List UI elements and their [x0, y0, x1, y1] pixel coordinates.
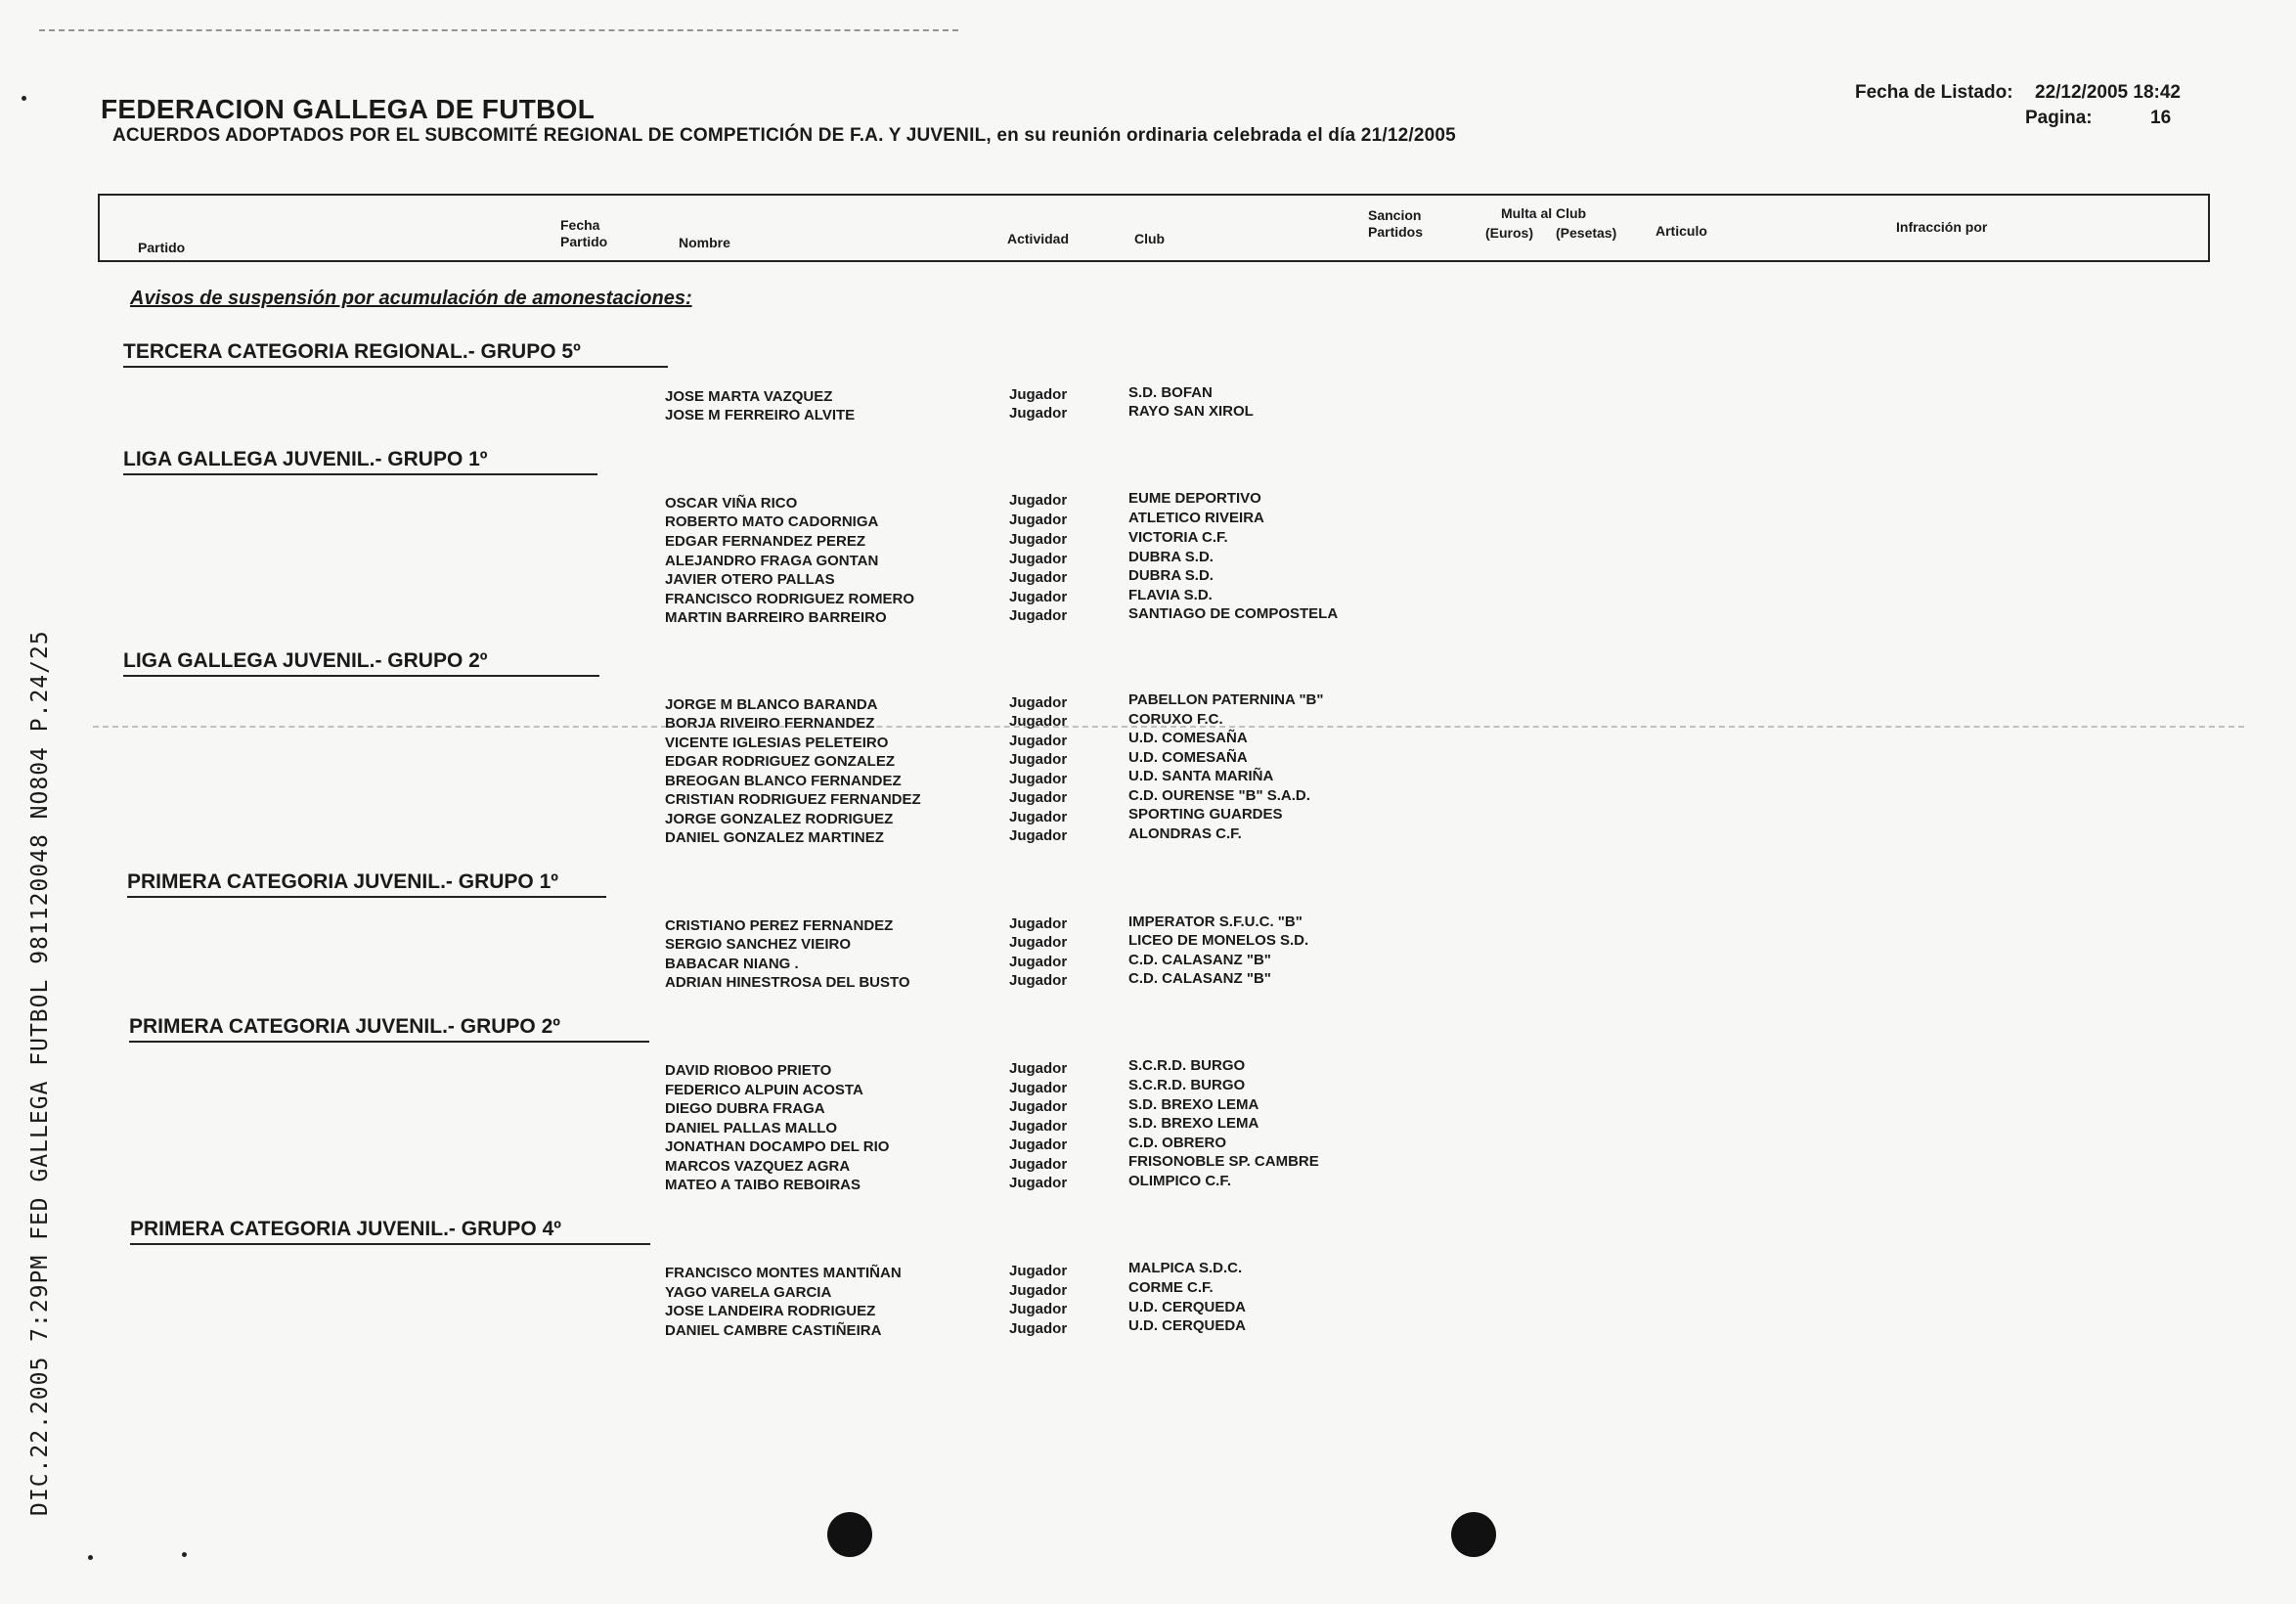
- player-club: S.C.R.D. BURGO: [1128, 1057, 1246, 1074]
- player-club: EUME DEPORTIVO: [1128, 490, 1261, 507]
- player-club: S.C.R.D. BURGO: [1128, 1077, 1246, 1093]
- section-title: PRIMERA CATEGORIA JUVENIL.- GRUPO 4º: [130, 1218, 650, 1245]
- player-name: BREOGAN BLANCO FERNANDEZ: [665, 773, 902, 789]
- section-title: LIGA GALLEGA JUVENIL.- GRUPO 1º: [123, 448, 597, 475]
- player-club: CORME C.F.: [1128, 1279, 1214, 1296]
- punch-hole: [827, 1512, 872, 1557]
- player-name: JORGE GONZALEZ RODRIGUEZ: [665, 811, 894, 827]
- col-fecha-partido: Fecha Partido: [560, 217, 608, 249]
- player-name: FRANCISCO RODRIGUEZ ROMERO: [665, 591, 914, 607]
- document-subtitle: ACUERDOS ADOPTADOS POR EL SUBCOMITÉ REGIONAL DE COMPETICIÓN DE F.A. Y JUVENIL, en su reunión ordinaria celebrada el día 21/12/2005: [112, 125, 1456, 146]
- player-activity: Jugador: [1009, 1098, 1068, 1115]
- player-club: IMPERATOR S.F.U.C. "B": [1128, 913, 1303, 930]
- fecha-listado-value: 22/12/2005 18:42: [2035, 82, 2181, 103]
- player-name: BABACAR NIANG .: [665, 956, 799, 972]
- player-activity: Jugador: [1009, 1156, 1068, 1173]
- player-club: C.D. OBRERO: [1128, 1135, 1227, 1151]
- player-activity: Jugador: [1009, 1320, 1068, 1337]
- col-sancion-partidos: Sancion Partidos: [1368, 207, 1424, 240]
- col-infraccion: Infracción por: [1896, 219, 1988, 235]
- player-activity: Jugador: [1009, 827, 1068, 844]
- player-club: CORUXO F.C.: [1128, 711, 1223, 728]
- player-name: YAGO VARELA GARCIA: [665, 1284, 832, 1301]
- player-club: SANTIAGO DE COMPOSTELA: [1128, 605, 1339, 622]
- player-name: SERGIO SANCHEZ VIEIRO: [665, 936, 852, 953]
- player-name: MARTIN BARREIRO BARREIRO: [665, 609, 887, 626]
- section-title: TERCERA CATEGORIA REGIONAL.- GRUPO 5º: [123, 340, 668, 368]
- player-club: FLAVIA S.D.: [1128, 587, 1213, 603]
- player-club: C.D. CALASANZ "B": [1128, 952, 1271, 968]
- col-euros: (Euros): [1485, 225, 1533, 241]
- player-activity: Jugador: [1009, 954, 1068, 970]
- player-club: S.D. BREXO LEMA: [1128, 1115, 1259, 1132]
- column-header-box: [98, 194, 2210, 262]
- player-name: JORGE M BLANCO BARANDA: [665, 696, 878, 713]
- player-name: ROBERTO MATO CADORNIGA: [665, 513, 879, 530]
- scan-speck: [22, 96, 26, 101]
- player-name: DANIEL GONZALEZ MARTINEZ: [665, 829, 884, 846]
- col-partido: Partido: [138, 240, 186, 255]
- player-name: JAVIER OTERO PALLAS: [665, 571, 835, 588]
- player-name: DANIEL CAMBRE CASTIÑEIRA: [665, 1322, 882, 1339]
- player-activity: Jugador: [1009, 972, 1068, 989]
- player-club: U.D. COMESAÑA: [1128, 730, 1248, 746]
- player-activity: Jugador: [1009, 1118, 1068, 1135]
- player-club: ALONDRAS C.F.: [1128, 825, 1242, 842]
- player-activity: Jugador: [1009, 531, 1068, 548]
- fecha-listado-label: Fecha de Listado:: [1855, 82, 2013, 103]
- player-name: DIEGO DUBRA FRAGA: [665, 1100, 825, 1117]
- player-name: MARCOS VAZQUEZ AGRA: [665, 1158, 851, 1175]
- player-name: JOSE MARTA VAZQUEZ: [665, 388, 833, 405]
- col-nombre: Nombre: [679, 235, 730, 250]
- player-activity: Jugador: [1009, 405, 1068, 422]
- player-activity: Jugador: [1009, 589, 1068, 605]
- player-club: U.D. SANTA MARIÑA: [1128, 768, 1274, 784]
- player-club: OLIMPICO C.F.: [1128, 1173, 1231, 1189]
- punch-hole: [1451, 1512, 1496, 1557]
- org-title: FEDERACION GALLEGA DE FUTBOL: [101, 94, 596, 124]
- col-actividad: Actividad: [1007, 231, 1070, 246]
- player-name: JOSE LANDEIRA RODRIGUEZ: [665, 1303, 876, 1319]
- player-activity: Jugador: [1009, 607, 1068, 624]
- col-pesetas: (Pesetas): [1556, 225, 1617, 241]
- player-club: RAYO SAN XIROL: [1128, 403, 1254, 420]
- player-name: VICENTE IGLESIAS PELETEIRO: [665, 735, 889, 751]
- player-activity: Jugador: [1009, 694, 1068, 711]
- section-title: PRIMERA CATEGORIA JUVENIL.- GRUPO 2º: [129, 1015, 649, 1043]
- player-club: MALPICA S.D.C.: [1128, 1260, 1243, 1276]
- player-activity: Jugador: [1009, 915, 1068, 932]
- player-club: FRISONOBLE SP. CAMBRE: [1128, 1153, 1319, 1170]
- player-club: U.D. CERQUEDA: [1128, 1317, 1247, 1334]
- player-activity: Jugador: [1009, 1301, 1068, 1317]
- player-club: VICTORIA C.F.: [1128, 529, 1228, 546]
- player-activity: Jugador: [1009, 713, 1068, 730]
- player-name: CRISTIAN RODRIGUEZ FERNANDEZ: [665, 791, 921, 808]
- player-activity: Jugador: [1009, 771, 1068, 787]
- player-club: SPORTING GUARDES: [1128, 806, 1283, 823]
- player-activity: Jugador: [1009, 751, 1068, 768]
- player-club: U.D. CERQUEDA: [1128, 1299, 1247, 1315]
- player-club: ATLETICO RIVEIRA: [1128, 510, 1264, 526]
- suspension-notice-heading: Avisos de suspensión por acumulación de amonestaciones:: [130, 288, 692, 309]
- player-activity: Jugador: [1009, 512, 1068, 528]
- player-name: BORJA RIVEIRO FERNANDEZ: [665, 715, 875, 732]
- player-activity: Jugador: [1009, 1136, 1068, 1153]
- section-title: PRIMERA CATEGORIA JUVENIL.- GRUPO 1º: [127, 870, 606, 898]
- player-activity: Jugador: [1009, 934, 1068, 951]
- player-activity: Jugador: [1009, 789, 1068, 806]
- pagina-value: 16: [2150, 108, 2172, 128]
- player-activity: Jugador: [1009, 1080, 1068, 1096]
- player-name: DAVID RIOBOO PRIETO: [665, 1062, 832, 1079]
- player-activity: Jugador: [1009, 386, 1068, 403]
- player-name: JONATHAN DOCAMPO DEL RIO: [665, 1138, 890, 1155]
- player-club: DUBRA S.D.: [1128, 567, 1214, 584]
- scan-speck: [182, 1552, 187, 1557]
- player-club: S.D. BOFAN: [1128, 384, 1213, 401]
- player-activity: Jugador: [1009, 1282, 1068, 1299]
- player-name: OSCAR VIÑA RICO: [665, 495, 798, 512]
- player-activity: Jugador: [1009, 733, 1068, 749]
- player-club: LICEO DE MONELOS S.D.: [1128, 932, 1309, 949]
- player-name: JOSE M FERREIRO ALVITE: [665, 407, 856, 423]
- player-name: FRANCISCO MONTES MANTIÑAN: [665, 1265, 902, 1281]
- player-activity: Jugador: [1009, 551, 1068, 567]
- player-name: EDGAR FERNANDEZ PEREZ: [665, 533, 866, 550]
- player-activity: Jugador: [1009, 1175, 1068, 1191]
- player-club: DUBRA S.D.: [1128, 549, 1214, 565]
- player-name: FEDERICO ALPUIN ACOSTA: [665, 1082, 863, 1098]
- player-activity: Jugador: [1009, 1263, 1068, 1279]
- scan-speck: [88, 1555, 93, 1560]
- col-articulo: Articulo: [1656, 223, 1707, 239]
- section-title: LIGA GALLEGA JUVENIL.- GRUPO 2º: [123, 649, 599, 677]
- player-name: MATEO A TAIBO REBOIRAS: [665, 1177, 861, 1193]
- player-activity: Jugador: [1009, 1060, 1068, 1077]
- player-activity: Jugador: [1009, 809, 1068, 825]
- player-activity: Jugador: [1009, 492, 1068, 509]
- fax-margin-header: DIC.22.2005 7:29PM FED GALLEGA FUTBOL 981120048 NO804 P.24/25: [27, 630, 53, 1516]
- player-club: C.D. CALASANZ "B": [1128, 970, 1271, 987]
- player-club: U.D. COMESAÑA: [1128, 749, 1248, 766]
- player-name: EDGAR RODRIGUEZ GONZALEZ: [665, 753, 895, 770]
- player-club: PABELLON PATERNINA "B": [1128, 691, 1324, 708]
- player-club: S.D. BREXO LEMA: [1128, 1096, 1259, 1113]
- col-multa-club: Multa al Club: [1501, 205, 1587, 221]
- pagina-label: Pagina:: [2025, 108, 2093, 128]
- player-name: DANIEL PALLAS MALLO: [665, 1120, 838, 1136]
- scan-artifact-line: [39, 29, 958, 31]
- col-club: Club: [1134, 231, 1166, 246]
- player-activity: Jugador: [1009, 569, 1068, 586]
- player-name: ADRIAN HINESTROSA DEL BUSTO: [665, 974, 910, 991]
- player-club: C.D. OURENSE "B" S.A.D.: [1128, 787, 1310, 804]
- player-name: CRISTIANO PEREZ FERNANDEZ: [665, 917, 894, 934]
- player-name: ALEJANDRO FRAGA GONTAN: [665, 553, 879, 569]
